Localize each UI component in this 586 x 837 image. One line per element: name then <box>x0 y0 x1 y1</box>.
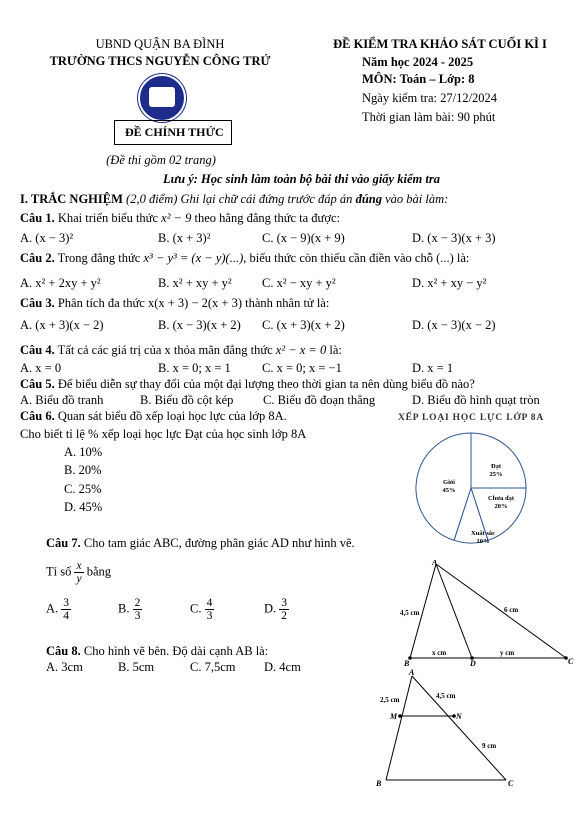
section-points: (2,0 điểm) <box>126 192 178 206</box>
label-c: C <box>508 779 514 788</box>
ratio-line <box>46 560 111 585</box>
question-text: Trong đẳng thức <box>57 251 144 265</box>
q7-option-d <box>264 597 289 622</box>
q6-option-d: D. 45% <box>64 500 103 514</box>
q4-option-b: B. x = 0; x = 1 <box>158 361 231 375</box>
point-m <box>398 714 402 718</box>
q3-option-a: A. (x + 3)(x − 2) <box>20 318 104 332</box>
school-year: Năm học 2024 - 2025 <box>362 55 474 69</box>
pie-slice-value: 45% <box>442 487 456 494</box>
question-text-end: , biểu thức còn thiếu cần điền vào chỗ (...) là: <box>243 251 470 265</box>
q7-option-a <box>46 597 71 622</box>
question-text: Cho tam giác ABC, đường phân giác AD như hình vẽ. <box>83 536 355 550</box>
option-letter: D. <box>264 601 277 616</box>
fraction-numerator: 2 <box>134 597 141 609</box>
q5-option-c: C. Biểu đồ đoạn thẳng <box>263 393 376 407</box>
question-2 <box>20 251 469 266</box>
q6-option-a: A. 10% <box>64 445 103 459</box>
label-m: M <box>390 712 398 721</box>
question-7 <box>46 536 355 551</box>
side-ab <box>386 676 412 780</box>
fraction-numerator: 4 <box>206 597 213 609</box>
q1-option-c: C. (x − 9)(x + 9) <box>262 231 345 245</box>
option-fraction <box>61 597 71 622</box>
q3-option-c: C. (x + 3)(x + 2) <box>262 318 345 332</box>
label-b: B <box>404 659 410 668</box>
q8-option-b: B. 5cm <box>118 660 155 674</box>
fraction-denominator: 4 <box>63 610 70 622</box>
label-a: A <box>409 668 415 677</box>
ratio-numerator: x <box>76 560 82 572</box>
q5-option-a: A. Biểu đồ tranh <box>20 393 104 407</box>
fraction-denominator: 2 <box>281 610 288 622</box>
question-label: Câu 6. <box>20 409 55 423</box>
q4-option-d: D. x = 1 <box>412 361 454 375</box>
section-heading <box>20 192 448 207</box>
q2-option-d: D. x² + xy − y² <box>412 276 487 290</box>
q5-option-d: D. Biểu đồ hình quạt tròn <box>412 393 540 407</box>
exam-duration: Thời gian làm bài: 90 phút <box>362 110 496 124</box>
ratio-text-end: bằng <box>86 564 112 579</box>
pages-note: (Đề thi gồm 02 trang) <box>106 153 216 167</box>
fraction-denominator: 3 <box>206 610 213 622</box>
pie-slice-label: Chưa đạt <box>487 495 515 502</box>
fraction-denominator: 3 <box>134 610 141 622</box>
question-text: Khai triển biểu thức <box>57 211 162 225</box>
q8-option-a: A. 3cm <box>46 660 83 674</box>
question-text: Tất cả các giá trị của x thỏa mãn đẳng thức <box>57 343 276 357</box>
q5-option-b: B. Biểu đồ cột kép <box>140 393 234 407</box>
label-an-length: 4,5 cm <box>436 692 456 700</box>
subject-grade: MÔN: Toán – Lớp: 8 <box>362 72 475 86</box>
label-dc-length: y cm <box>500 649 515 657</box>
pie-slice-value: 10% <box>476 538 490 545</box>
question-4 <box>20 343 342 358</box>
pie-slice-label: Xuất sắc <box>470 530 496 537</box>
label-b: B <box>376 779 382 788</box>
pie-slice-label: Giỏi <box>443 479 455 486</box>
question-label: Câu 5. <box>20 377 55 391</box>
q7-option-b <box>118 597 142 622</box>
q7-option-c <box>190 597 214 622</box>
label-ab-length: 4,5 cm <box>400 609 420 617</box>
option-fraction <box>279 597 289 622</box>
ratio-denominator: y <box>76 573 82 585</box>
question-8 <box>46 644 268 659</box>
official-exam-label: ĐỀ CHÍNH THỨC <box>114 120 232 145</box>
q2-option-c: C. x² − xy + y² <box>262 276 336 290</box>
question-text: Quan sát biểu đồ xếp loại học lực của lớp 8A. <box>57 409 287 423</box>
label-nc-length: 9 cm <box>482 742 497 750</box>
school-logo <box>140 76 184 120</box>
question-text: Cho hình vẽ bên. Độ dài cạnh AB là: <box>83 644 269 658</box>
school-name: TRƯỜNG THCS NGUYỄN CÔNG TRỨ <box>49 54 271 68</box>
section-instruction-end: vào bài làm: <box>381 192 449 206</box>
learning-results-pie-chart <box>411 428 531 548</box>
label-c: C <box>568 657 574 666</box>
ratio-fraction <box>74 560 83 585</box>
chart-title: XẾP LOẠI HỌC LỰC LỚP 8A <box>397 413 545 423</box>
q1-option-b: B. (x + 3)² <box>158 231 211 245</box>
bisector-ad <box>436 564 472 658</box>
exam-title: ĐỀ KIỂM TRA KHẢO SÁT CUỐI KÌ I <box>333 37 547 51</box>
pie-slice-label: Đạt <box>490 463 502 470</box>
question-expr: x² − x = 0 <box>275 343 327 357</box>
section-instruction-emph: đúng <box>355 192 382 206</box>
question-1 <box>20 211 340 226</box>
question-text-end: theo hằng đẳng thức ta được: <box>191 211 340 225</box>
pie-slice <box>471 433 526 488</box>
question-expr: x² − 9 <box>161 211 192 225</box>
pie-slice-value: 25% <box>489 471 503 478</box>
q8-option-c: C. 7,5cm <box>190 660 236 674</box>
section-title: I. TRẮC NGHIỆM <box>20 192 123 206</box>
label-a: A <box>432 560 438 567</box>
q2-option-b: B. x² + xy + y² <box>158 276 232 290</box>
q6-option-c: C. 25% <box>64 482 102 496</box>
district-name: UBND QUẬN BA ĐÌNH <box>95 37 225 51</box>
exam-date: Ngày kiểm tra: 27/12/2024 <box>362 91 498 105</box>
question-expr: x³ − y³ = (x − y)(...) <box>143 251 244 265</box>
section-instruction: Ghi lại chữ cái đứng trước đáp án <box>180 192 356 206</box>
q4-option-a: A. x = 0 <box>20 361 62 375</box>
q4-option-c: C. x = 0; x = −1 <box>262 361 342 375</box>
q8-option-d: D. 4cm <box>264 660 301 674</box>
label-n: N <box>456 712 462 721</box>
label-d: D <box>470 659 476 668</box>
triangle-bisector-figure <box>400 560 580 670</box>
fraction-numerator: 3 <box>63 597 70 609</box>
question-text-end: là: <box>326 343 342 357</box>
question-label: Câu 1. <box>20 211 55 225</box>
q3-option-d: D. (x − 3)(x − 2) <box>412 318 496 332</box>
question-label: Câu 7. <box>46 536 81 550</box>
q2-option-a: A. x² + 2xy + y² <box>20 276 101 290</box>
question-3 <box>20 296 329 311</box>
pie-slice-value: 20% <box>494 503 508 510</box>
option-letter: C. <box>190 601 202 616</box>
side-ac <box>412 676 506 780</box>
q1-option-d: D. (x − 3)(x + 3) <box>412 231 496 245</box>
label-ac-length: 6 cm <box>504 606 519 614</box>
option-fraction <box>205 597 215 622</box>
question-label: Câu 8. <box>46 644 81 658</box>
triangle-mn-figure <box>372 668 532 793</box>
question-5 <box>20 377 475 392</box>
question-text-end: thành nhân tử là: <box>242 296 330 310</box>
option-letter: A. <box>46 601 59 616</box>
q3-option-b: B. (x − 3)(x + 2) <box>158 318 241 332</box>
question-6-sub: Cho biết tỉ lệ % xếp loại học lực Đạt của học sinh lớp 8A <box>20 427 307 441</box>
label-am-length: 2,5 cm <box>380 696 400 704</box>
question-label: Câu 4. <box>20 343 55 357</box>
note: Lưu ý: Học sinh làm toàn bộ bài thi vào giấy kiểm tra <box>163 172 440 186</box>
question-label: Câu 3. <box>20 296 55 310</box>
question-6 <box>20 409 287 424</box>
q6-option-b: B. 20% <box>64 463 102 477</box>
q1-option-a: A. (x − 3)² <box>20 231 74 245</box>
label-bd-length: x cm <box>432 649 447 657</box>
ratio-text: Tỉ số <box>46 564 72 579</box>
option-fraction <box>133 597 143 622</box>
side-ac <box>436 564 566 658</box>
question-label: Câu 2. <box>20 251 55 265</box>
fraction-numerator: 3 <box>281 597 288 609</box>
question-expr: x(x + 3) − 2(x + 3) <box>147 296 243 310</box>
option-letter: B. <box>118 601 130 616</box>
question-text: Để biểu diễn sự thay đổi của một đại lượng theo thời gian ta nên dùng biểu đồ nào? <box>57 377 475 391</box>
question-text: Phân tích đa thức <box>57 296 148 310</box>
